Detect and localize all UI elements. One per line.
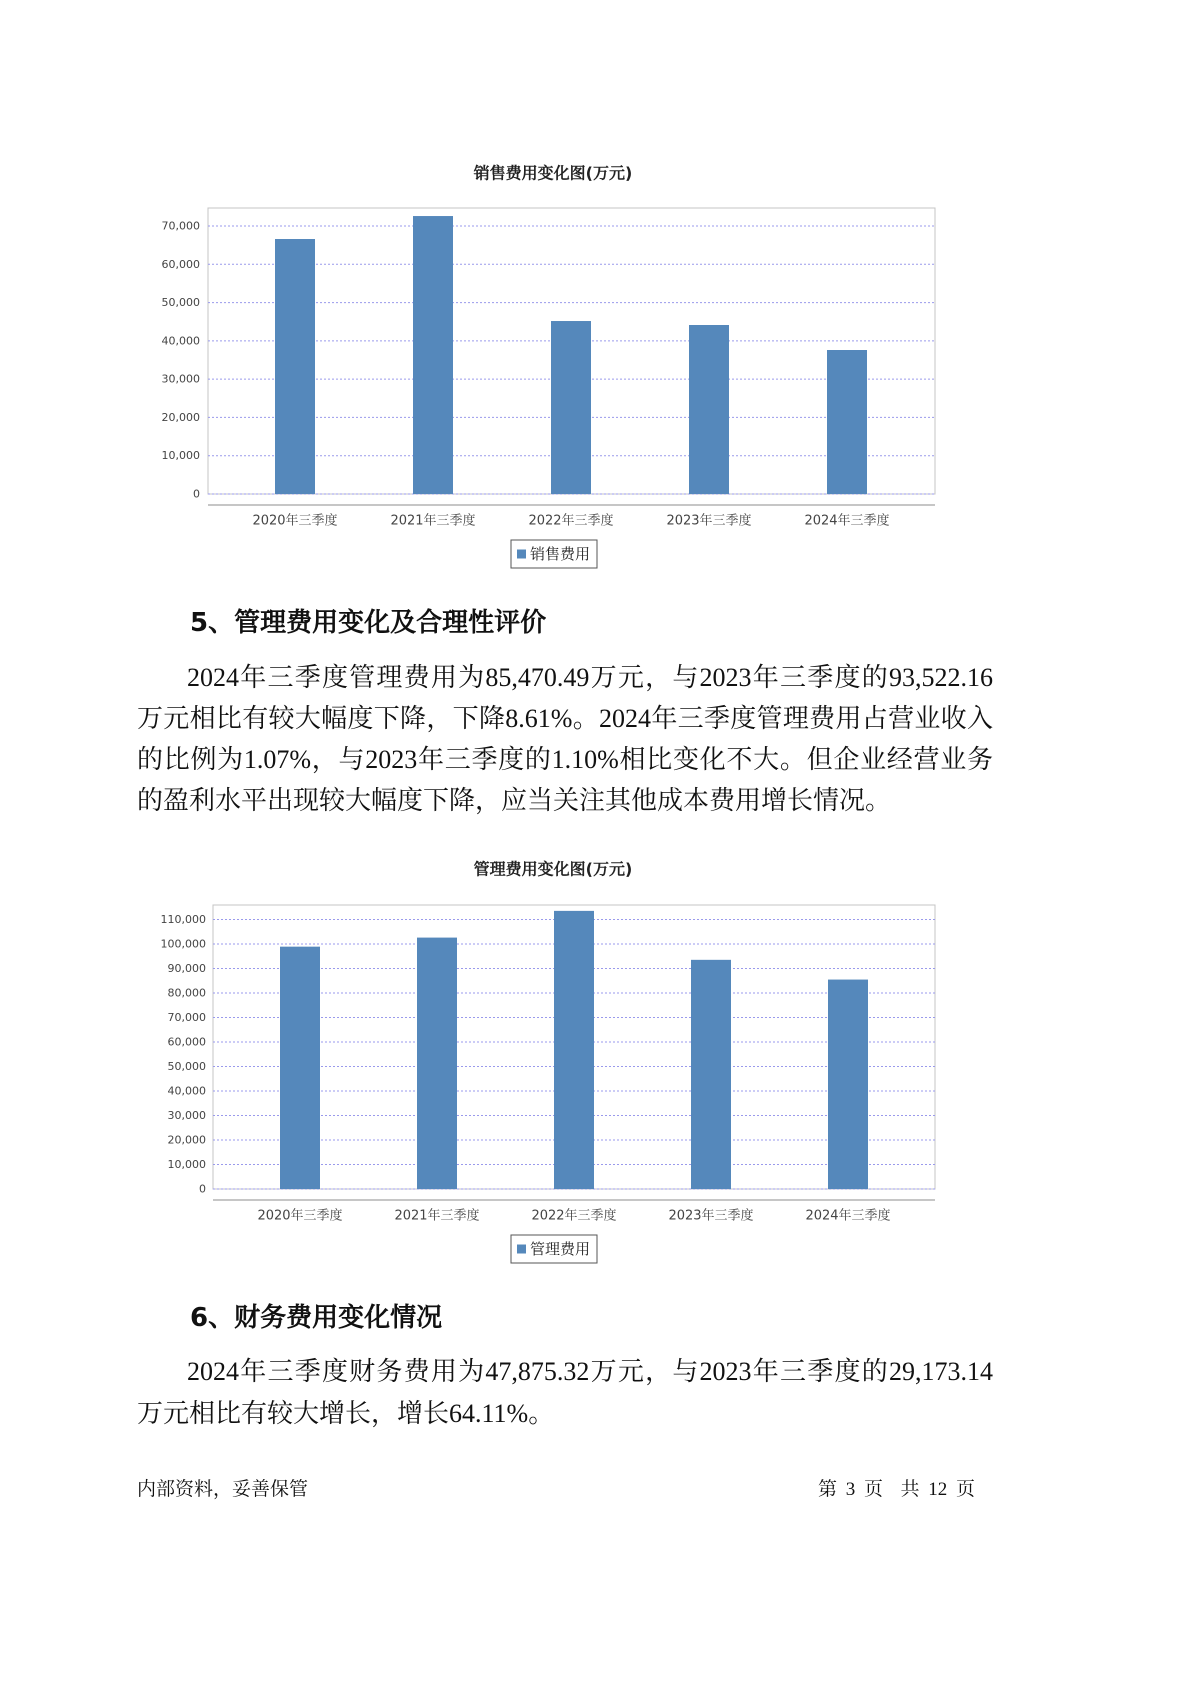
footer-page-number: 第 3 页 共 12 页 bbox=[817, 1479, 975, 1500]
x-category-label: 2024年三季度 bbox=[804, 513, 890, 529]
chart-title: 销售费用变化图(万元) bbox=[473, 163, 633, 183]
y-tick-label: 20,000 bbox=[167, 1133, 206, 1147]
y-tick-label: 60,000 bbox=[161, 257, 200, 271]
y-tick-label: 100,000 bbox=[160, 937, 206, 951]
legend-swatch bbox=[517, 550, 526, 559]
bar bbox=[828, 980, 868, 1189]
paragraph-line: 万元相比有较大增长，增长64.11%。 bbox=[137, 1399, 555, 1428]
footer-confidential-note: 内部资料，妥善保管 bbox=[137, 1479, 309, 1500]
sales-expense-chart bbox=[0, 150, 1191, 580]
x-category-label: 2024年三季度 bbox=[805, 1208, 891, 1224]
legend-label: 销售费用 bbox=[530, 545, 591, 563]
y-tick-label: 30,000 bbox=[167, 1108, 206, 1122]
paragraph-line: 2024年三季度财务费用为47,875.32万元，与2023年三季度的29,173.14 bbox=[187, 1357, 993, 1386]
section-5-heading: 5、管理费用变化及合理性评价 bbox=[190, 608, 547, 638]
x-category-label: 2020年三季度 bbox=[257, 1208, 343, 1224]
y-tick-label: 110,000 bbox=[160, 912, 206, 926]
y-tick-label: 70,000 bbox=[167, 1010, 206, 1024]
bar bbox=[280, 947, 320, 1189]
x-category-label: 2021年三季度 bbox=[390, 513, 476, 529]
y-tick-label: 90,000 bbox=[167, 961, 206, 975]
y-tick-label: 40,000 bbox=[167, 1084, 206, 1098]
legend bbox=[511, 540, 597, 568]
y-tick-label: 30,000 bbox=[161, 372, 200, 386]
bar bbox=[689, 325, 729, 494]
x-category-label: 2022年三季度 bbox=[528, 513, 614, 529]
section-5-paragraph bbox=[137, 657, 993, 821]
y-tick-label: 50,000 bbox=[167, 1059, 206, 1073]
x-category-label: 2020年三季度 bbox=[252, 513, 338, 529]
x-category-label: 2023年三季度 bbox=[666, 513, 752, 529]
chart-title: 管理费用变化图(万元) bbox=[473, 859, 633, 879]
y-tick-label: 60,000 bbox=[167, 1035, 206, 1049]
bar bbox=[827, 350, 867, 494]
paragraph-line: 万元相比有较大幅度下降，下降8.61%。2024年三季度管理费用占营业收入 bbox=[137, 704, 993, 733]
paragraph-line: 的比例为1.07%，与2023年三季度的1.10%相比变化不大。但企业经营业务 bbox=[137, 745, 993, 774]
bar bbox=[554, 911, 594, 1189]
y-tick-label: 80,000 bbox=[167, 986, 206, 1000]
y-tick-label: 70,000 bbox=[161, 219, 200, 233]
section-6-paragraph bbox=[137, 1351, 993, 1435]
bar bbox=[551, 321, 591, 494]
y-tick-label: 50,000 bbox=[161, 296, 200, 310]
y-tick-label: 40,000 bbox=[161, 334, 200, 348]
x-category-label: 2023年三季度 bbox=[668, 1208, 754, 1224]
x-category-label: 2022年三季度 bbox=[531, 1208, 617, 1224]
legend-swatch bbox=[517, 1245, 526, 1254]
x-category-label: 2021年三季度 bbox=[394, 1208, 480, 1224]
paragraph-line: 2024年三季度管理费用为85,470.49万元，与2023年三季度的93,522.16 bbox=[187, 663, 993, 692]
y-tick-label: 20,000 bbox=[161, 410, 200, 424]
y-tick-label: 0 bbox=[199, 1182, 206, 1196]
y-tick-label: 10,000 bbox=[161, 449, 200, 463]
bar bbox=[275, 239, 315, 494]
y-tick-label: 0 bbox=[193, 487, 200, 501]
bar bbox=[413, 216, 453, 494]
legend bbox=[511, 1235, 597, 1263]
paragraph-line: 的盈利水平出现较大幅度下降，应当关注其他成本费用增长情况。 bbox=[137, 786, 892, 815]
bar bbox=[691, 960, 731, 1189]
section-6-heading: 6、财务费用变化情况 bbox=[190, 1303, 443, 1333]
y-tick-label: 10,000 bbox=[167, 1157, 206, 1171]
bar bbox=[417, 938, 457, 1189]
legend-label: 管理费用 bbox=[530, 1240, 591, 1258]
admin-expense-chart bbox=[0, 845, 1191, 1275]
